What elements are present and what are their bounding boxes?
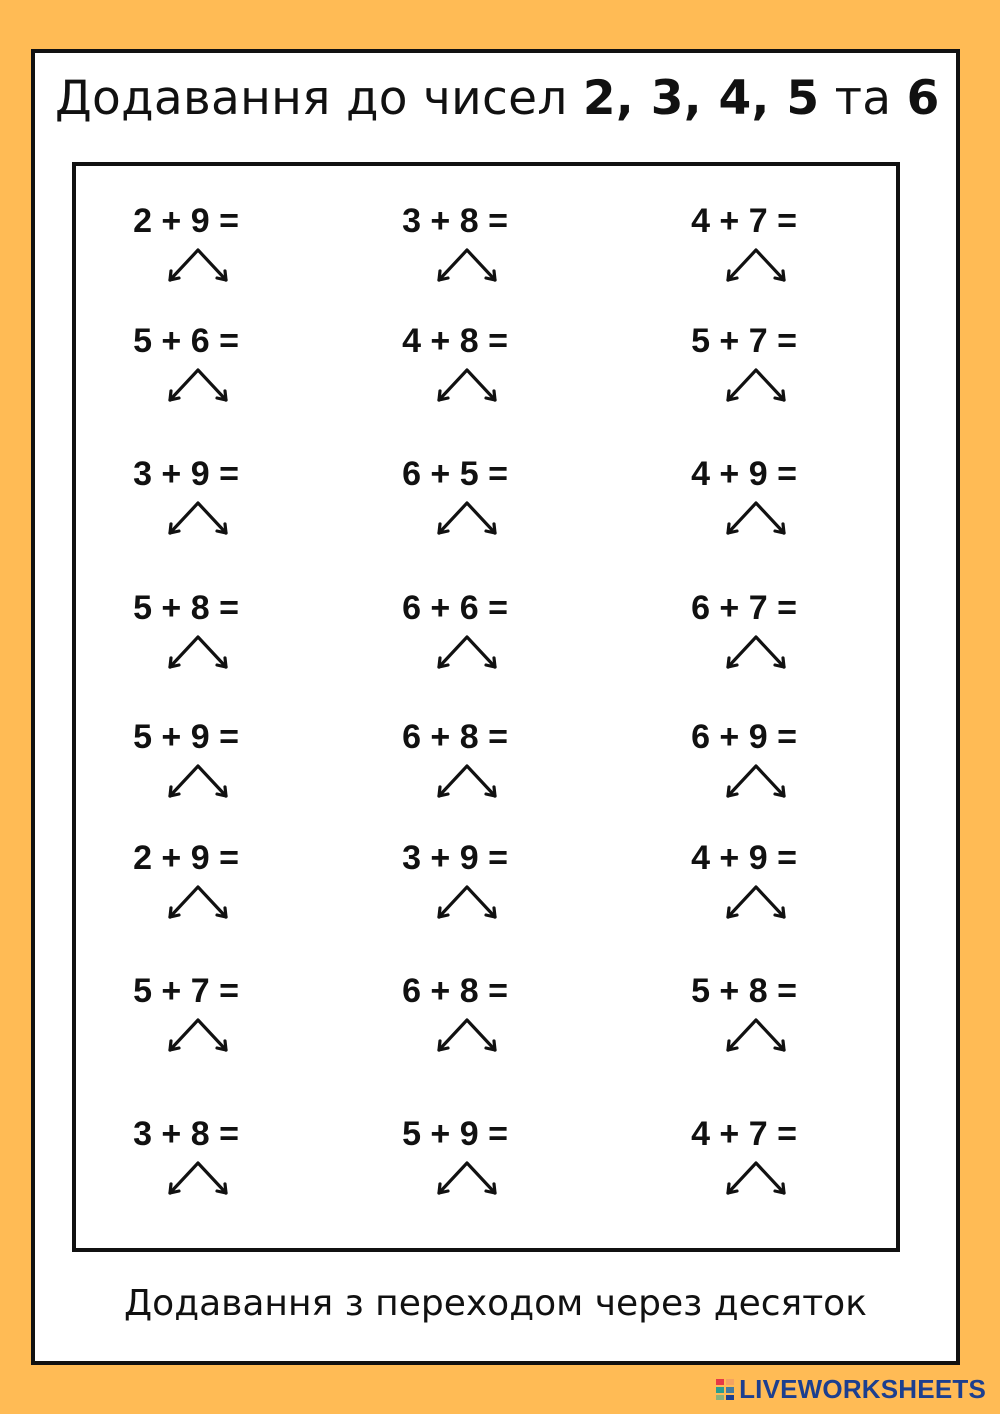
- number-split-arrows-icon: [434, 1157, 500, 1197]
- problem-expression: 5 + 8 =: [691, 972, 797, 1010]
- number-split-arrows-icon: [165, 497, 231, 537]
- number-split-arrows-icon: [434, 497, 500, 537]
- problem-item: [126, 972, 346, 1062]
- problem-item: [684, 202, 904, 292]
- title-numbers: 2, 3, 4, 5: [582, 71, 820, 126]
- problem-item: [395, 589, 615, 679]
- problem-item: [684, 718, 904, 808]
- problem-item: [395, 972, 615, 1062]
- problem-expression: 6 + 7 =: [691, 589, 797, 627]
- problem-item: [126, 202, 346, 292]
- number-split-arrows-icon: [723, 1157, 789, 1197]
- problem-item: [684, 455, 904, 545]
- title-text: Додавання до чисел: [55, 71, 568, 126]
- worksheet-subtitle: Додавання з переходом через десяток: [124, 1283, 867, 1324]
- problem-item: [395, 202, 615, 292]
- number-split-arrows-icon: [723, 881, 789, 921]
- title-conjunction: та: [834, 71, 892, 126]
- number-split-arrows-icon: [434, 244, 500, 284]
- number-split-arrows-icon: [434, 1014, 500, 1054]
- problem-item: [395, 455, 615, 545]
- worksheet-title: [55, 71, 940, 126]
- problem-expression: 6 + 8 =: [402, 718, 508, 756]
- problem-item: [395, 1115, 615, 1205]
- number-split-arrows-icon: [434, 760, 500, 800]
- number-split-arrows-icon: [434, 881, 500, 921]
- worksheet-sheet: [31, 49, 960, 1365]
- problem-item: [395, 839, 615, 929]
- problem-expression: 4 + 9 =: [691, 839, 797, 877]
- problem-item: [126, 839, 346, 929]
- number-split-arrows-icon: [723, 631, 789, 671]
- problem-item: [126, 1115, 346, 1205]
- problem-expression: 5 + 6 =: [133, 322, 239, 360]
- number-split-arrows-icon: [434, 631, 500, 671]
- problem-expression: 4 + 8 =: [402, 322, 508, 360]
- problem-expression: 2 + 9 =: [133, 202, 239, 240]
- title-last-number: 6: [906, 71, 940, 126]
- problem-expression: 6 + 6 =: [402, 589, 508, 627]
- problem-item: [395, 322, 615, 412]
- number-split-arrows-icon: [165, 1014, 231, 1054]
- problem-expression: 6 + 5 =: [402, 455, 508, 493]
- problem-item: [684, 589, 904, 679]
- problem-expression: 5 + 9 =: [402, 1115, 508, 1153]
- problem-item: [395, 718, 615, 808]
- number-split-arrows-icon: [723, 760, 789, 800]
- number-split-arrows-icon: [165, 244, 231, 284]
- problem-expression: 2 + 9 =: [133, 839, 239, 877]
- problem-expression: 6 + 8 =: [402, 972, 508, 1010]
- number-split-arrows-icon: [165, 1157, 231, 1197]
- problem-expression: 3 + 8 =: [133, 1115, 239, 1153]
- number-split-arrows-icon: [723, 1014, 789, 1054]
- number-split-arrows-icon: [723, 364, 789, 404]
- problem-expression: 5 + 7 =: [691, 322, 797, 360]
- problem-item: [684, 1115, 904, 1205]
- problem-expression: 5 + 7 =: [133, 972, 239, 1010]
- problem-expression: 5 + 8 =: [133, 589, 239, 627]
- problem-item: [126, 718, 346, 808]
- problem-item: [126, 322, 346, 412]
- brand-logo[interactable]: [715, 1374, 986, 1404]
- problem-item: [126, 589, 346, 679]
- number-split-arrows-icon: [723, 497, 789, 537]
- problem-item: [684, 322, 904, 412]
- number-split-arrows-icon: [723, 244, 789, 284]
- brand-name: LIVEWORKSHEETS: [739, 1373, 986, 1404]
- problem-expression: 4 + 7 =: [691, 202, 797, 240]
- problem-expression: 3 + 8 =: [402, 202, 508, 240]
- problem-expression: 3 + 9 =: [402, 839, 508, 877]
- problem-expression: 5 + 9 =: [133, 718, 239, 756]
- problem-item: [684, 972, 904, 1062]
- problem-expression: 6 + 9 =: [691, 718, 797, 756]
- problem-expression: 3 + 9 =: [133, 455, 239, 493]
- problem-item: [684, 839, 904, 929]
- problems-grid: [72, 162, 900, 1252]
- number-split-arrows-icon: [434, 364, 500, 404]
- number-split-arrows-icon: [165, 364, 231, 404]
- number-split-arrows-icon: [165, 881, 231, 921]
- liveworksheets-logo-icon: [715, 1377, 735, 1401]
- problem-expression: 4 + 7 =: [691, 1115, 797, 1153]
- number-split-arrows-icon: [165, 631, 231, 671]
- number-split-arrows-icon: [165, 760, 231, 800]
- problem-item: [126, 455, 346, 545]
- problem-expression: 4 + 9 =: [691, 455, 797, 493]
